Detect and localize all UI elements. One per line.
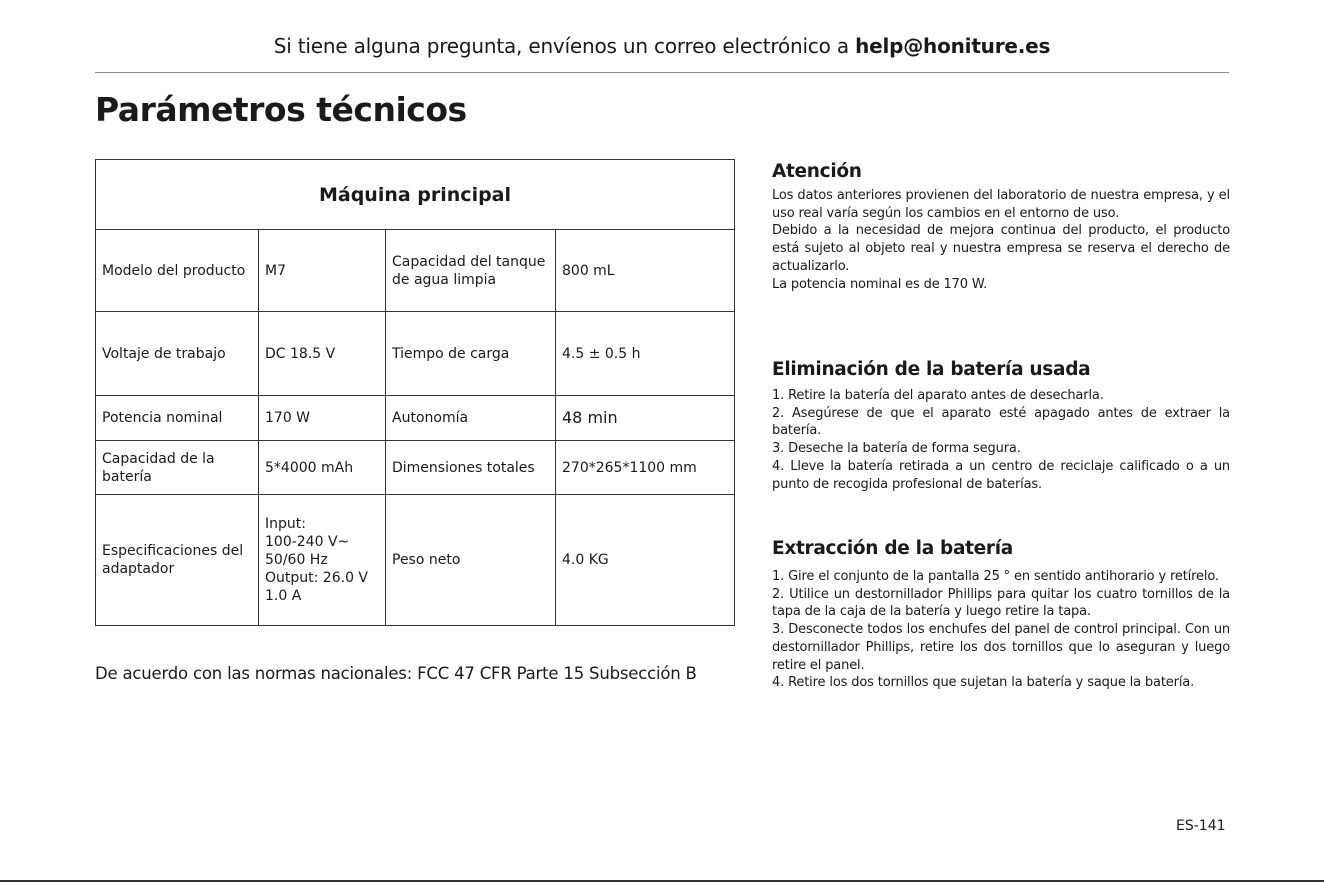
norms-note: De acuerdo con las normas nacionales: FCC 47 CFR Parte 15 Subsección B — [95, 664, 697, 683]
spec-table — [95, 159, 735, 626]
table-cell: Voltaje de trabajo — [96, 312, 259, 396]
section-paragraph: La potencia nominal es de 170 W. — [772, 276, 988, 292]
section-atencion — [772, 161, 1230, 293]
table-cell: 48 min — [556, 396, 735, 441]
table-cell: Capacidad de la batería — [96, 441, 259, 495]
section-title: Extracción de la batería — [772, 538, 1013, 559]
section-title: Eliminación de la batería usada — [772, 359, 1091, 380]
section-extraccion — [772, 538, 1230, 692]
section-paragraph: 3. Deseche la batería de forma segura. — [772, 441, 1021, 457]
table-cell: 270*265*1100 mm — [556, 441, 735, 495]
header-email: help@honiture.es — [855, 34, 1051, 58]
table-row — [96, 230, 735, 312]
table-cell: 4.5 ± 0.5 h — [556, 312, 735, 396]
section-title: Atención — [772, 161, 862, 182]
footer-divider — [0, 880, 1324, 882]
section-paragraph: 1. Gire el conjunto de la pantalla 25 ° en sentido antihorario y retírelo. — [772, 569, 1219, 584]
section-paragraph: 1. Retire la batería del aparato antes de desecharla. — [772, 388, 1104, 403]
section-paragraph: 2. Asegúrese de que el aparato esté apagado antes de extraer la batería. — [772, 405, 1230, 439]
page-number: ES-141 — [1176, 818, 1226, 834]
table-cell: Autonomía — [386, 396, 556, 441]
section-paragraph: Debido a la necesidad de mejora continua del producto, el producto está sujeto al objeto real y nuestra empresa se reserva el derecho de actualizarlo. — [772, 223, 1230, 274]
table-cell: 5*4000 mAh — [259, 441, 386, 495]
header-divider — [95, 72, 1229, 73]
table-cell: Dimensiones totales — [386, 441, 556, 495]
page-title: Parámetros técnicos — [95, 90, 467, 129]
section-paragraph: 4. Retire los dos tornillos que sujetan la batería y saque la batería. — [772, 675, 1195, 691]
table-cell: Modelo del producto — [96, 230, 259, 312]
table-row — [96, 441, 735, 495]
table-cell: M7 — [259, 230, 386, 312]
table-row — [96, 312, 735, 396]
section-paragraph: 3. Desconecte todos los enchufes del panel de control principal. Con un destornillador Phillips, retire los dos tornillos que lo aseguran y luego retire el panel. — [772, 622, 1230, 673]
table-cell: Especificaciones del adaptador — [96, 495, 259, 626]
table-cell: DC 18.5 V — [259, 312, 386, 396]
table-cell: 170 W — [259, 396, 386, 441]
table-cell: 800 mL — [556, 230, 735, 312]
table-cell: Potencia nominal — [96, 396, 259, 441]
spec-table-heading: Máquina principal — [96, 160, 735, 230]
table-row — [96, 396, 735, 441]
table-cell: Peso neto — [386, 495, 556, 626]
page-header — [95, 34, 1229, 58]
table-cell: Tiempo de carga — [386, 312, 556, 396]
section-paragraph: Los datos anteriores provienen del laboratorio de nuestra empresa, y el uso real varía según los cambios en el entorno de uso. — [772, 188, 1230, 221]
table-cell: Input: 100-240 V~ 50/60 Hz Output: 26.0 V 1.0 A — [259, 495, 386, 626]
table-cell: 4.0 KG — [556, 495, 735, 626]
table-cell: Capacidad del tanque de agua limpia — [386, 230, 556, 312]
section-paragraph: 2. Utilice un destornillador Phillips para quitar los cuatro tornillos de la tapa de la caja de la batería y luego retire la tapa. — [772, 586, 1230, 620]
section-paragraph: 4. Lleve la batería retirada a un centro de reciclaje calificado o a un punto de recogida profesional de baterías. — [772, 458, 1230, 492]
header-text: Si tiene alguna pregunta, envíenos un correo electrónico a — [273, 34, 856, 58]
table-row — [96, 495, 735, 626]
section-eliminacion — [772, 359, 1230, 493]
